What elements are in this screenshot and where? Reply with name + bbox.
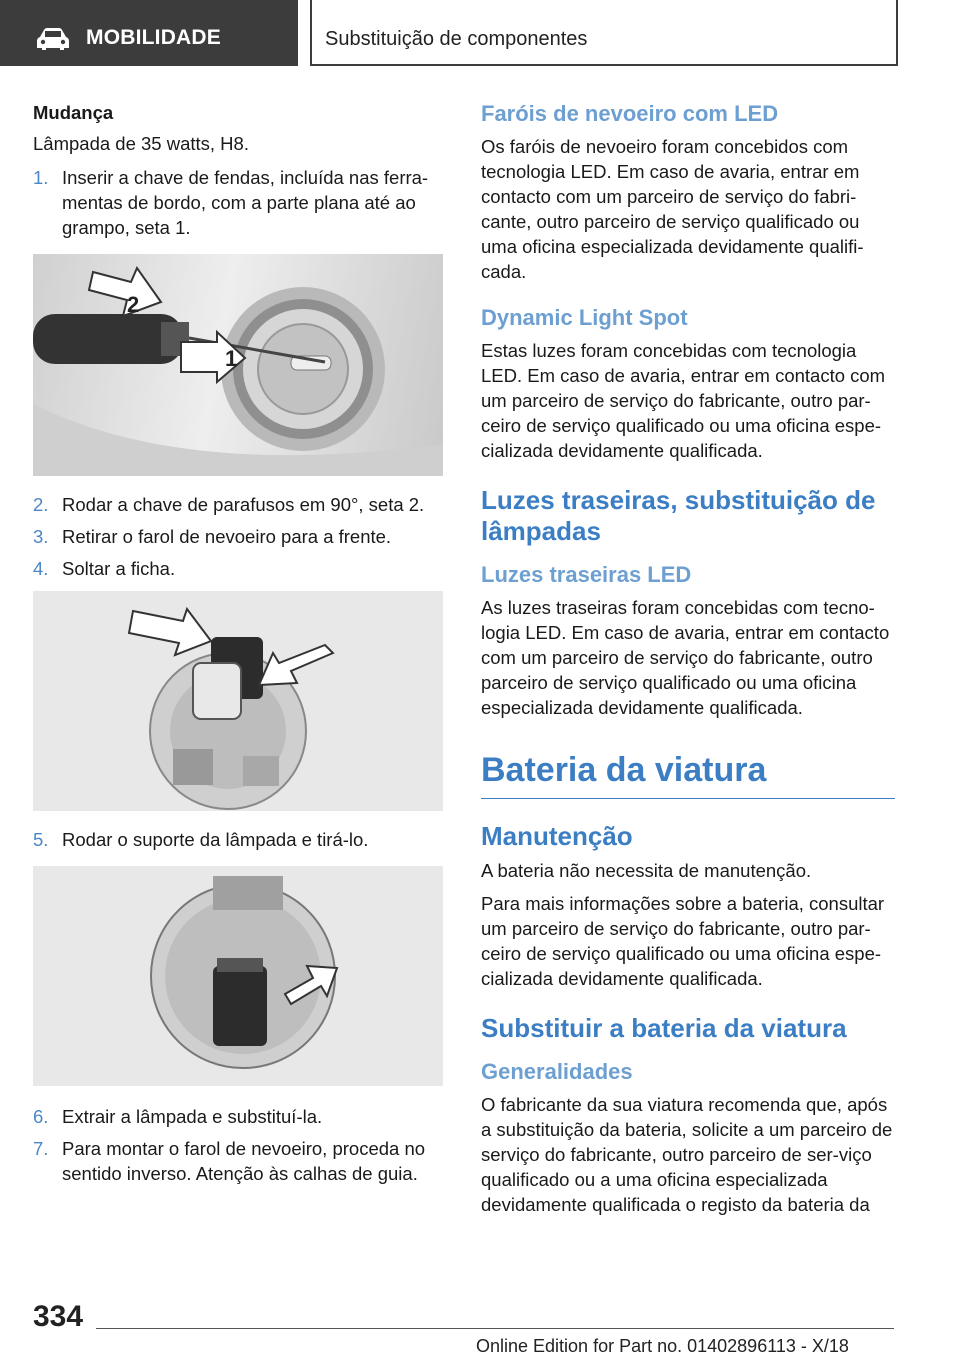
battery-heading-block xyxy=(481,750,895,799)
step-item xyxy=(33,165,443,240)
step-number: 3. xyxy=(33,526,49,547)
dynamic-light-spot-text: Estas luzes foram concebidas com tecnologia LED. Em caso de avaria, entrar em contacto com um parceiro de serviço do fabricante, outro par-ceiro de serviço qualificado ou uma oficina espe-cializada devidamente qualificada. xyxy=(481,340,886,461)
maintenance-text-1: A bateria não necessita de manutenção. xyxy=(481,860,812,881)
heading-replace-battery: Substituir a bateria da viatura xyxy=(481,1013,847,1043)
step-item xyxy=(33,556,443,581)
tail-led-text: As luzes traseiras foram concebidas com tecno-logia LED. Em caso de avaria, entrar em contacto com um parceiro de serviço do fabricante, outro parceiro de serviço qualificado ou uma oficina especializada devidamente qualificada. xyxy=(481,597,890,718)
step-text: Rodar o suporte da lâmpada e tirá-lo. xyxy=(62,829,369,850)
section-tab[interactable] xyxy=(0,0,298,66)
maintenance-text-2: Para mais informações sobre a bateria, consultar um parceiro de serviço do fabricante, outro par-ceiro de serviço qualificado ou uma oficina espe-cializada devidamente qualificada. xyxy=(481,893,885,989)
step-number: 7. xyxy=(33,1138,49,1159)
page-number: 334 xyxy=(33,1300,84,1333)
step-number: 5. xyxy=(33,829,49,850)
heading-fog-led: Faróis de nevoeiro com LED xyxy=(481,101,779,126)
step-item xyxy=(33,524,443,549)
step-text: Soltar a ficha. xyxy=(62,558,176,579)
step-text: Retirar o farol de nevoeiro para a frente. xyxy=(62,526,392,547)
section-heading-mudanca: Mudança xyxy=(33,102,114,123)
heading-tail-led: Luzes traseiras LED xyxy=(481,562,692,587)
footer-edition: Online Edition for Part no. 01402896113 - X/18 xyxy=(476,1336,849,1356)
car-icon xyxy=(36,27,70,51)
lamp-spec: Lâmpada de 35 watts, H8. xyxy=(33,133,249,154)
heading-maintenance: Manutenção xyxy=(481,821,633,851)
step-number: 1. xyxy=(33,167,49,188)
step-text: Rodar a chave de parafusos em 90°, seta 2. xyxy=(62,494,425,515)
step-number: 6. xyxy=(33,1106,49,1127)
step-text: Extrair a lâmpada e substituí-la. xyxy=(62,1106,323,1127)
step-text: Inserir a chave de fendas, incluída nas ferra-mentas de bordo, com a parte plana até ao grampo, seta 1. xyxy=(62,167,429,238)
chapter-header xyxy=(310,0,898,66)
chapter-title: Substituição de componentes xyxy=(325,28,588,50)
heading-dynamic-light-spot: Dynamic Light Spot xyxy=(481,305,688,330)
fog-led-text: Os faróis de nevoeiro foram concebidos com tecnologia LED. Em caso de avaria, entrar em contacto com um parceiro de serviço do fabri-cante, outro parceiro de serviço qualificado ou uma oficina especializada devidamente qualifi-cada. xyxy=(481,136,864,282)
left-column xyxy=(33,100,443,1193)
heading-general: Generalidades xyxy=(481,1059,633,1084)
step-number: 2. xyxy=(33,494,49,515)
step-item xyxy=(33,827,443,852)
heading-battery: Bateria da viatura xyxy=(481,751,767,789)
step-text: Para montar o farol de nevoeiro, proceda no sentido inverso. Atenção às calhas de guia. xyxy=(62,1138,426,1184)
step-item xyxy=(33,1104,443,1129)
figure-label-2: 2 xyxy=(127,292,140,317)
footer-divider xyxy=(96,1328,894,1329)
section-label: MOBILIDADE xyxy=(86,26,221,49)
figure-screwdriver xyxy=(33,254,443,476)
figure-label-1: 1 xyxy=(225,346,238,371)
heading-tail-lights: Luzes traseiras, substituição de lâmpadas xyxy=(481,485,876,546)
general-text: O fabricante da sua viatura recomenda que, após a substituição da bateria, solicite a um parceiro de serviço do fabricante, outro parceiro de ser-viço qualificado ou a uma oficina especializada devidamente qualificada o registo da bateria da xyxy=(481,1094,893,1215)
figure-bulb-holder xyxy=(33,866,443,1086)
step-number: 4. xyxy=(33,558,49,579)
step-item xyxy=(33,492,443,517)
step-item xyxy=(33,1136,443,1186)
figure-connector xyxy=(33,591,443,811)
right-column xyxy=(481,100,895,1217)
